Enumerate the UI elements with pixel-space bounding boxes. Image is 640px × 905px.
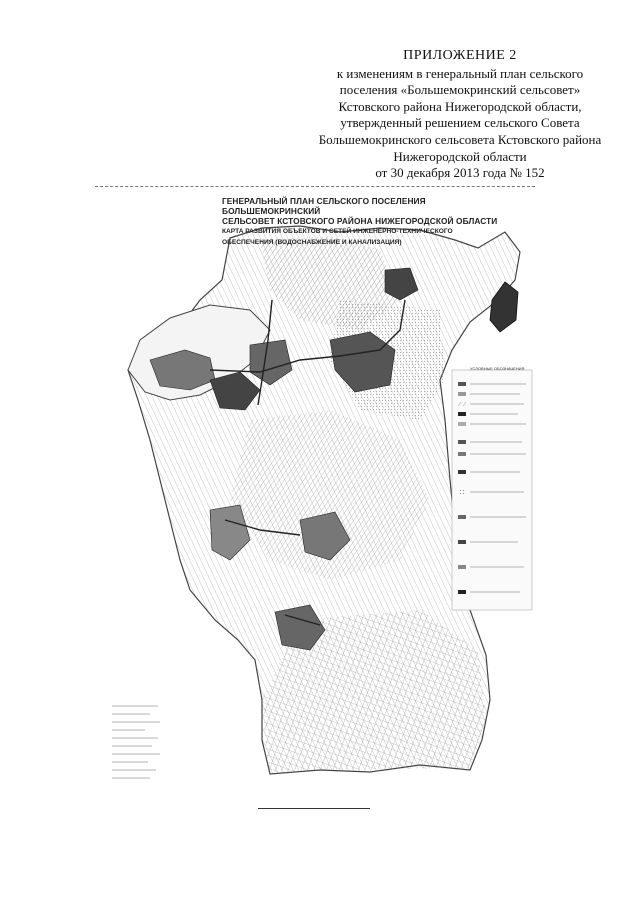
appendix-title: ПРИЛОЖЕНИЕ 2 <box>403 48 517 63</box>
map-title-line-2: СЕЛЬСОВЕТ КСТОВСКОГО РАЙОНА НИЖЕГОРОДСКОЙ ОБЛАСТИ <box>222 216 498 226</box>
header-line-1: к изменениям в генеральный план сельского <box>336 65 584 81</box>
legend-title: УСЛОВНЫЕ ОБОЗНАЧЕНИЯ <box>470 366 525 371</box>
header-line-6: Нижегородской области <box>393 148 527 164</box>
map-title-line-1: ГЕНЕРАЛЬНЫЙ ПЛАН СЕЛЬСКОГО ПОСЕЛЕНИЯ БОЛЬШЕМОКРИНСКИЙ <box>222 196 426 216</box>
header-line-7: от 30 декабря 2013 года № 152 <box>375 165 545 181</box>
explication-list <box>112 706 160 778</box>
map-title-block <box>222 196 522 247</box>
map-subtitle-line-2: ОБЕСПЕЧЕНИЯ (ВОДОСНАБЖЕНИЕ И КАНАЛИЗАЦИЯ) <box>222 238 402 246</box>
header-line-3: Кстовского района Нижегородской области, <box>338 98 582 114</box>
header-line-4: утвержденный решением сельского Совета <box>340 115 580 131</box>
map-subtitle-line-1: КАРТА РАЗВИТИЯ ОБЪЕКТОВ И СЕТЕЙ ИНЖЕНЕРНО-ТЕХНИЧЕСКОГО <box>222 228 453 235</box>
header-line-5: Большемокринского сельсовета Кстовского района <box>318 131 602 147</box>
header-line-2: поселения «Большемокринский сельсовет» <box>339 82 581 98</box>
bottom-divider <box>258 808 370 809</box>
